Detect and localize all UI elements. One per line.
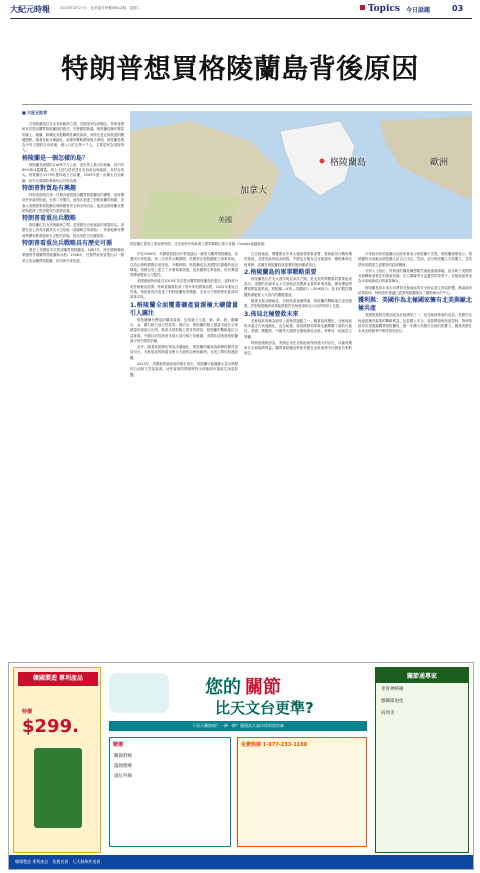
paragraph: 特朗普總統認為，美國必須在北極地區保持強大的存在，以確保國家安全和經濟利益。購買格陵蘭島將使美國在北極事務中佔據更有利的地位。 [244, 340, 352, 356]
ad-footer: 韓國製造 專利產品 免費送貨 七天無條件退貨 [9, 855, 473, 869]
product-box-icon [34, 748, 82, 828]
paragraph: 格陵蘭擁有豐富的礦產資源，包括稀土元素、鈾、鋅、鉛、鐵礦石、金、鑽石和石油天然氣等。據估計，格陵蘭的稀土儲量可能佔全球總量的相當大比例。隨著全球對稀土需求的增加，格陵蘭的戰略地位日益重要。中國目前控制著全球大部分稀土供應鏈，美國希望透過格陵蘭減少對中國的依賴。 [130, 317, 238, 343]
paragraph: 早在1946年，美國就曾經向丹麥提議以一億美元購買格陵蘭島，但遭到丹麥拒絕。第二次世界大戰期間，美國曾在格陵蘭建立軍事基地，以防止納粹德國佔領該島。冷戰時期，格陵蘭成為美國對抗蘇聯的前沿陣地。美國在島上建立了多個軍事設施，包括圖勒空軍基地，用於彈道導彈預警和太空監控。 [130, 252, 238, 278]
ad-product-panel [13, 667, 101, 853]
newspaper-logo: 大紀元時報 [10, 4, 50, 14]
paragraph: 丹麥政府和格陵蘭自治政府都表示格陵蘭不出售。格陵蘭總理表示，格陵蘭的未來應由格陵蘭人民自己決定。然而，部分格陵蘭人支持獨立，並希望與美國建立更緊密的經濟關係。 [358, 252, 472, 267]
ad-item: 肩周炎 [381, 711, 395, 716]
ad-price: $299. [22, 716, 79, 737]
byline: ■ 大紀元記者 [22, 110, 48, 115]
ad-item: 溫熱理療 [114, 764, 132, 769]
ad-price-label: 特價 [22, 709, 33, 715]
ad-bubble-line1: 您的 [205, 677, 241, 698]
column-1 [22, 122, 124, 658]
advertisement[interactable] [8, 662, 474, 870]
ad-brand: 韓國製造 專利產品 [18, 672, 98, 686]
paragraph: 美國透過阿拉斯加成為北極國家之一，是北極理事會的成員。美國在北極地區擁有重要的戰略利益，包括國土安全、資源開發和航道控制。特朗普政府希望透過購買格陵蘭島，進一步擴大美國在北極的影響力，確保美國在未來北極競爭中保持領先地位。 [358, 313, 472, 334]
column-3 [244, 252, 352, 658]
divider [22, 104, 472, 105]
map-caption: 格陵蘭位置與主要地理特徵。北美東海岸與歐洲之間的戰略位置示意圖（Google地圖截圖） [130, 242, 268, 246]
paragraph: 特朗普總統在第一任期內便曾提出購買格陵蘭島的構想，當時遭到丹麥政府拒絕。在第二任期內，他再次表達了對格陵蘭的興趣，並表示美國需要格陵蘭以保障國家安全和全球自由。他認為格陵蘭在國防與經濟上對美國具有重要意義。 [22, 192, 124, 213]
ad-right-panel [375, 667, 469, 853]
subheading: 獲利與：美國作為北極國家擁有北美與歐北極共產 [358, 297, 472, 313]
red-square-icon [360, 5, 365, 10]
subheading: 1.格陵蘭全面覆蓋礦產資源極大礦儲量引人關注 [130, 301, 238, 317]
column-4 [358, 252, 472, 658]
subheading: 特朗普看重出兵戰略具有歷史可循 [22, 240, 113, 248]
paragraph: 歷史上美國曾多次嘗試購買格陵蘭島。1867年，時任國務卿西華德曾考慮購買格陵蘭和冰島；1946年，杜魯門政府曾提出以一億美元黃金購買格陵蘭，但均被丹麥拒絕。 [22, 248, 124, 263]
paragraph: 隨著北極冰層融化，北極航道逐漸開通，格陵蘭的戰略地位更加重要。控制格陵蘭意味著能夠監控北極航道和北大西洋的海上交通。 [244, 299, 352, 309]
ad-bubble-line3: 比天文台更準? [215, 699, 314, 717]
ad-phone[interactable]: 免費熱線 1-877-233-1188 [241, 742, 308, 748]
paragraph: 此外，隨著氣候變化導致冰層融化，格陵蘭的礦產資源開採變得更加可行。北極航道的開通也將大大縮短亞洲與歐洲、北美之間的航運距離。 [130, 345, 238, 360]
ad-item: 遠紅外線 [114, 774, 132, 779]
subheading: 特朗普對買島有興趣 [22, 184, 77, 192]
rain-cloud-icon [109, 673, 169, 713]
paragraph: 在格陵蘭島位於北美和歐洲之間，長期受到全球關注。特朗普總統首次提出購買格陵蘭島的想法，引發國際熱議。格陵蘭島擁有豐富的稀土、鈾礦、鋅礦及其他戰略性礦產資源，同時也是北極航道的關鍵節點。隨著北極冰層融化，這裡的戰略價值與日俱增。格陵蘭島現為丹麥王國的自治領地，總人口約五萬六千人，主要居民為因紐特人。 [22, 122, 124, 153]
map-svg [130, 111, 472, 239]
paragraph: 分析人士指出，特朗普的購島構想雖然面臨重重障礙，但反映了美國對北極戰略重要性的重新認識。在大國競爭日益激烈的背景下，北極地區將成為未來地緣政治的重要舞台。 [358, 268, 472, 284]
map-image [130, 111, 472, 239]
ad-center [105, 667, 371, 853]
map-label-greenland: 格陵蘭島 [330, 158, 367, 168]
paragraph: 格陵蘭島的未來走向將對北極地區的安全格局產生深遠影響。無論最終結果如何，特朗普的提議已經將格陵蘭推向了國際舞台的中心。 [358, 285, 472, 296]
greenland-marker-icon [319, 158, 325, 164]
ad-item: 坐骨神經痛 [381, 687, 404, 692]
paragraph: 2023年，美國地質調查局的報告指出，格陵蘭可能蘊藏大量未開發的石油和天然氣資源。這些資源的開發將對全球能源市場產生深遠影響。 [130, 362, 238, 377]
section-topics [360, 4, 400, 14]
ad-right-title: 關節通專家 [376, 668, 468, 683]
ad-item: 關節舒緩 [114, 754, 132, 759]
paragraph: 格陵蘭位於北美與歐洲之間，是美國在北極地區的重要前沿。美國在島上設有皮圖菲克太空基地（前圖勒空軍基地），該基地擁有彈道導彈預警系統和太空監控設施，對北美防空至關重要。 [22, 223, 124, 238]
column-2 [130, 252, 238, 658]
page-number: 03 [452, 4, 464, 13]
paragraph: 美國總統特朗普在2019年首次提出購買格陵蘭島的想法，當時被丹麥首相稱為荒謬。特朗普隨後取消了對丹麥的國事訪問。2025年重返白宮後，特朗普再次表達了對格陵蘭島的興趣，並表示不排除使用經濟或軍事手段。 [130, 279, 238, 300]
ad-left-box [109, 737, 231, 847]
dateline: 2025年3月27日 北美東方時報第612期 星期二 [60, 6, 141, 10]
subheading: 特朗普看重出兵戰略 [22, 215, 77, 223]
map-label-canada: 加拿大 [240, 186, 268, 196]
paragraph: 北極地區被稱為地球上最後的邊疆之一。隨著氣候變化，北極地區的冰蓋正在快速融化，這為航運、資源開發和軍事活動開闢了新的可能性。美國、俄羅斯、中國等大國都在積極佈局北極，爭奪這一地區的主導權。 [244, 318, 352, 339]
subheading: 3.佈局北極營救未來 [244, 310, 299, 318]
subheading: 2.格陵蘭島的軍事戰略重要 [244, 268, 317, 276]
section-today: 今日話題 [406, 7, 431, 14]
ad-subtitle: 下雨天關節痛？一陣一陣？邊個話天氣冷係唔使你麻 [109, 721, 367, 731]
map-label-europe: 歐洲 [430, 158, 449, 168]
ad-mid-box [237, 737, 367, 847]
paragraph: 在北極地區，俄羅斯近年來大幅加強軍事部署，重新啟用冷戰時期的基地，並建造新的破冰船隊。中國也自稱為近北極國家，積極參與北極事務，試圖在格陵蘭投資基礎設施和礦產項目。 [244, 252, 352, 267]
map-label-usa: 美國 [218, 216, 232, 224]
paragraph: 格陵蘭島面積約216萬平方公里，是世界上最大的島嶼，其中約80%被冰蓋覆蓋。島上大部分居民居住於西南沿海地區，首府為努克。格陵蘭自1979年獲得地方自治權，2009年進一步擴大自治範圍，但外交與國防事務仍由丹麥負責。 [22, 162, 124, 183]
topics-label: Topics [368, 4, 400, 14]
headline: 特朗普想買格陵蘭島背後原因 [61, 54, 419, 85]
ad-bubble-line2: 關節 [245, 677, 281, 698]
subheading: 格陵蘭是一個怎樣的島？ [22, 154, 89, 162]
ad-badge: 精選 [113, 742, 124, 748]
ad-item: 膝關節退化 [381, 699, 404, 704]
paragraph: 格陵蘭島位於北大西洋與北冰洋之間，是北美防禦體系的重要組成部分。美國的皮圖菲克太空基地是美國最北端的軍事設施，擁有彈道導彈預警雷達系統。格陵蘭—冰島—英國缺口（GIUK缺口）是北約監控俄羅斯潛艇進入大西洋的關鍵通道。 [244, 276, 352, 297]
